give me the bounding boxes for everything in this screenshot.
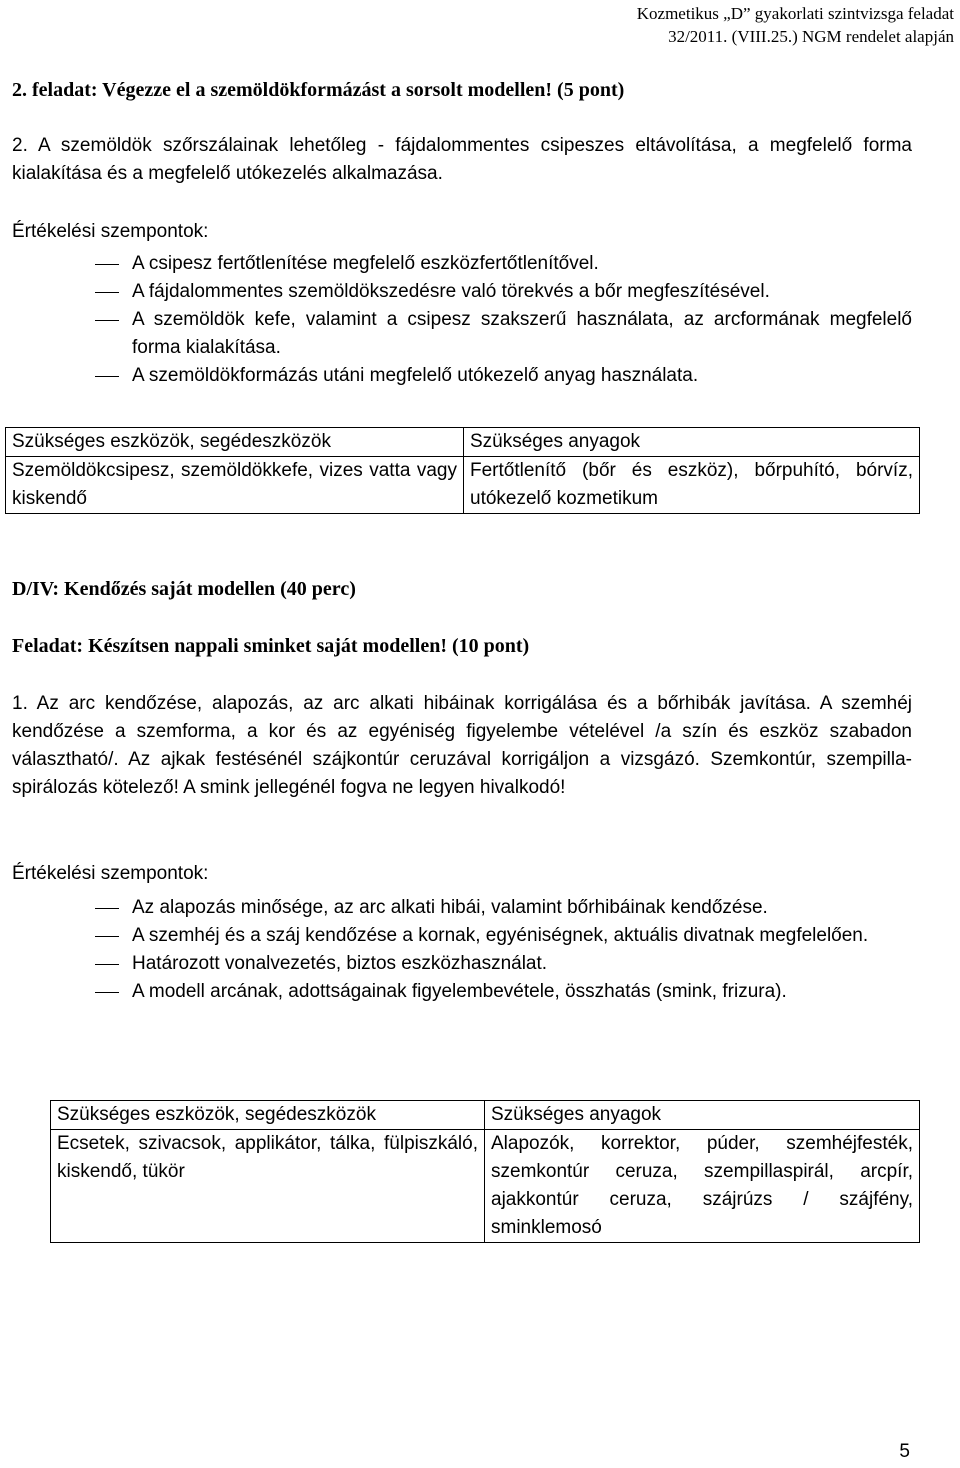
list-item: A szemöldök kefe, valamint a csipesz szakszerű használata, az arcformának megfelelő forma kialakítása.	[12, 306, 912, 362]
dash-bullet-icon	[95, 264, 119, 265]
dash-bullet-icon	[95, 908, 119, 909]
list-item: Határozott vonalvezetés, biztos eszközhasználat.	[12, 950, 912, 978]
task2-description: 2. A szemöldök szőrszálainak lehetőleg - fájdalommentes csipeszes eltávolítása, a megfelelő forma kialakítása és a megfelelő utókezelés alkalmazása.	[12, 135, 912, 184]
task2-criteria-list	[12, 250, 912, 390]
table-row	[51, 1101, 920, 1130]
table-row	[51, 1130, 920, 1243]
tools-cell: Szemöldökcsipesz, szemöldökkefe, vizes vatta vagy kiskendő	[6, 457, 464, 514]
list-item: A modell arcának, adottságainak figyelembevétele, összhatás (smink, frizura).	[12, 978, 912, 1006]
section-heading: D/IV: Kendőzés saját modellen (40 perc)	[12, 578, 356, 600]
dash-bullet-icon	[95, 936, 119, 937]
section-requirements-table	[50, 1100, 920, 1243]
header-title: Kozmetikus „D” gyakorlati szintvizsga feladat	[636, 4, 954, 23]
list-item: A fájdalommentes szemöldökszedésre való törekvés a bőr megfeszítésével.	[12, 278, 912, 306]
tools-header: Szükséges eszközök, segédeszközök	[51, 1101, 485, 1130]
list-item: A csipesz fertőtlenítése megfelelő eszközfertőtlenítővel.	[12, 250, 912, 278]
table-row	[6, 428, 920, 457]
materials-cell: Alapozók, korrektor, púder, szemhéjfesték, szemkontúr ceruza, szempillaspirál, arcpír, ajakkontúr ceruza, szájrúzs / szájfény, sminklemosó	[485, 1130, 920, 1243]
section-criteria-label: Értékelési szempontok:	[12, 863, 209, 884]
task-heading: Feladat: Készítsen nappali sminket saját modellen! (10 pont)	[12, 635, 530, 657]
page-number: 5	[899, 1441, 910, 1462]
materials-cell: Fertőtlenítő (bőr és eszköz), bőrpuhító, bórvíz, utókezelő kozmetikum	[464, 457, 920, 514]
dash-bullet-icon	[95, 376, 119, 377]
dash-bullet-icon	[95, 320, 119, 321]
materials-header: Szükséges anyagok	[464, 428, 920, 457]
section-description: 1. Az arc kendőzése, alapozás, az arc alkati hibáinak korrigálása és a bőrhibák javítása. A szemhéj kendőzése a szemforma, a kor és az egyéniség figyelembe vételével /a szín és eszköz szabadon választható/. Az ajkak festésénél szájkontúr ceruzával korrigáljon a vizsgázó. Szemkontúr, szempilla-spirálozás kötelező! A smink jellegénél fogva ne legyen hivalkodó!	[12, 693, 912, 798]
section-criteria-list	[12, 894, 912, 1006]
tools-cell: Ecsetek, szivacsok, applikátor, tálka, fülpiszkáló, kiskendő, tükör	[51, 1130, 485, 1243]
dash-bullet-icon	[95, 992, 119, 993]
table-row	[6, 457, 920, 514]
list-item: Az alapozás minősége, az arc alkati hibái, valamint bőrhibáinak kendőzése.	[12, 894, 912, 922]
task2-heading: 2. feladat: Végezze el a szemöldökformázást a sorsolt modellen! (5 pont)	[12, 79, 625, 101]
list-item: A szemöldökformázás utáni megfelelő utókezelő anyag használata.	[12, 362, 912, 390]
dash-bullet-icon	[95, 292, 119, 293]
task2-requirements-table	[5, 427, 920, 514]
header-regulation: 32/2011. (VIII.25.) NGM rendelet alapján	[668, 27, 954, 46]
tools-header: Szükséges eszközök, segédeszközök	[6, 428, 464, 457]
dash-bullet-icon	[95, 964, 119, 965]
list-item: A szemhéj és a száj kendőzése a kornak, egyéniségnek, aktuális divatnak megfelelően.	[12, 922, 912, 950]
task2-criteria-label: Értékelési szempontok:	[12, 221, 209, 242]
materials-header: Szükséges anyagok	[485, 1101, 920, 1130]
page-header	[637, 2, 954, 48]
